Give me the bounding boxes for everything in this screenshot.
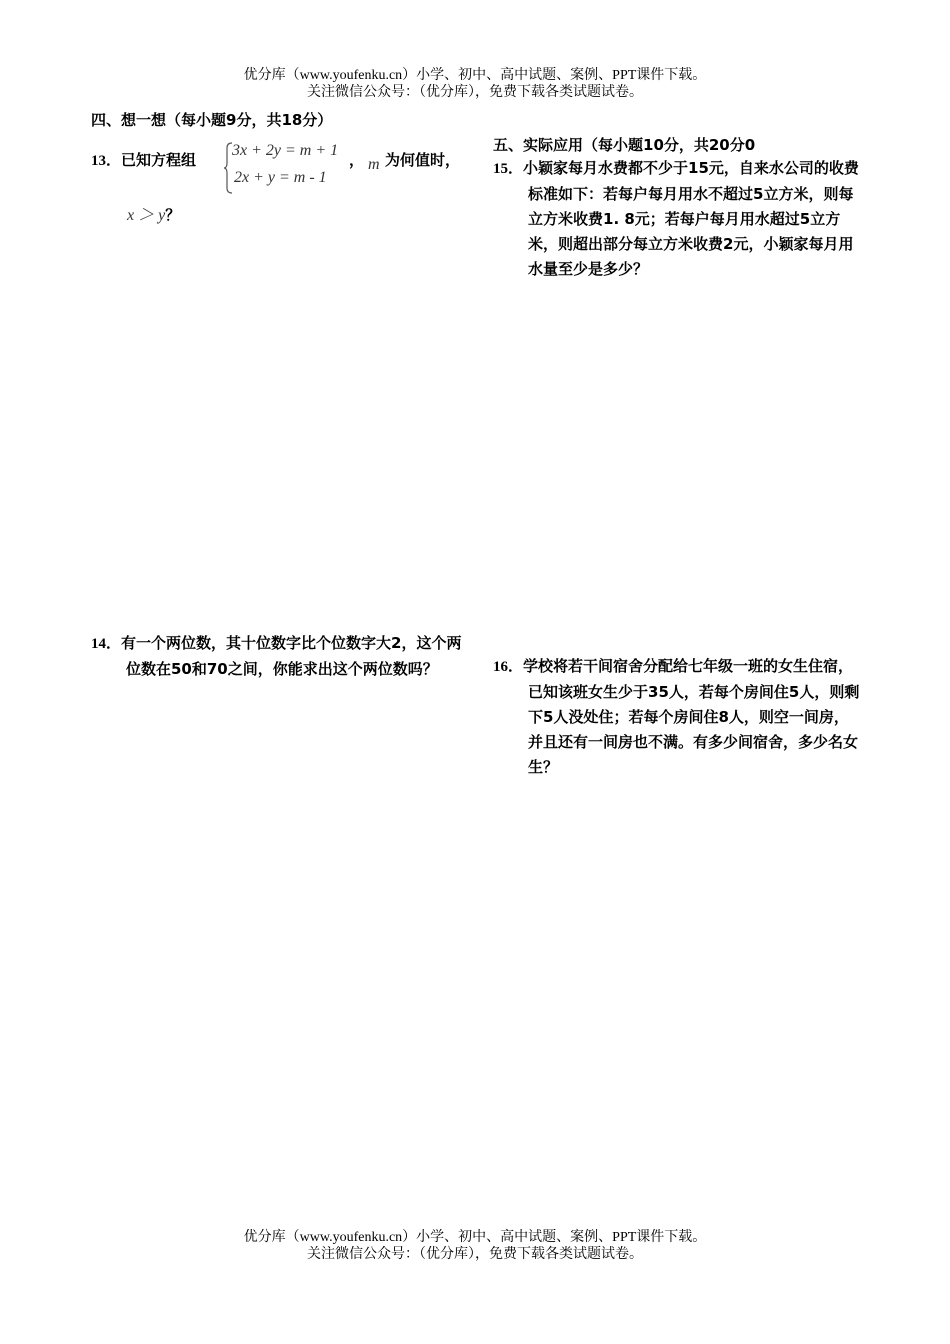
question-13-text-after: 为何值时， — [385, 151, 461, 169]
equation-1: 3x + 2y = m + 1 — [232, 142, 339, 159]
header-line-2: 关注微信公众号：（优分库），免费下载各类试题试卷。 — [307, 85, 643, 100]
question-15-number: 15． — [493, 161, 524, 177]
header-line-1: 优分库（www.youfenku.cn）小学、初中、高中试题、案例、PPT课件下载。 — [243, 68, 707, 83]
section-5-title: 五、实际应用（每小题10分，共20分0 — [493, 136, 756, 154]
question-15 — [493, 156, 863, 282]
question-15-text: 小颖家每月水费都不少于15元，自来水公司的收费标准如下：若每户每月用水不超过5立方米，则每立方米收费1. 8元；若每户每月用水超过5立方米，则超出部分每立方米收费2元，小颖家每月用水量至少是多少？ — [523, 159, 859, 278]
question-16 — [493, 654, 863, 780]
page-footer — [0, 1229, 950, 1263]
equation-system — [224, 142, 354, 194]
page-header — [0, 67, 950, 101]
question-13-inequality: x ＞ y — [127, 207, 166, 224]
question-14-number: 14． — [91, 636, 122, 652]
section-4-title: 四、想一想（每小题9分，共18分） — [91, 111, 333, 129]
question-16-number: 16． — [493, 659, 524, 675]
question-13-var-m: m — [368, 156, 380, 173]
question-14 — [91, 631, 467, 682]
question-13-number: 13． — [91, 153, 122, 169]
footer-line-2: 关注微信公众号：（优分库），免费下载各类试题试卷。 — [307, 1247, 643, 1262]
equation-2: 2x + y = m - 1 — [234, 169, 327, 186]
question-13-text-before: 已知方程组 — [121, 151, 197, 169]
question-13-qmark: ？ — [165, 206, 181, 224]
question-13-comma: ， — [349, 151, 365, 169]
question-14-text: 有一个两位数，其十位数字比个位数字大2，这个两位数在50和70之间，你能求出这个两位数吗？ — [121, 634, 462, 678]
question-16-text: 学校将若干间宿舍分配给七年级一班的女生住宿，已知该班女生少于35人，若每个房间住5人，则剩下5人没处住；若每个房间住8人，则空一间房，并且还有一间房也不满。有多少间宿舍，多少名女生？ — [523, 657, 860, 776]
question-13-condition — [127, 203, 180, 228]
footer-line-1: 优分库（www.youfenku.cn）小学、初中、高中试题、案例、PPT课件下载。 — [243, 1230, 707, 1245]
